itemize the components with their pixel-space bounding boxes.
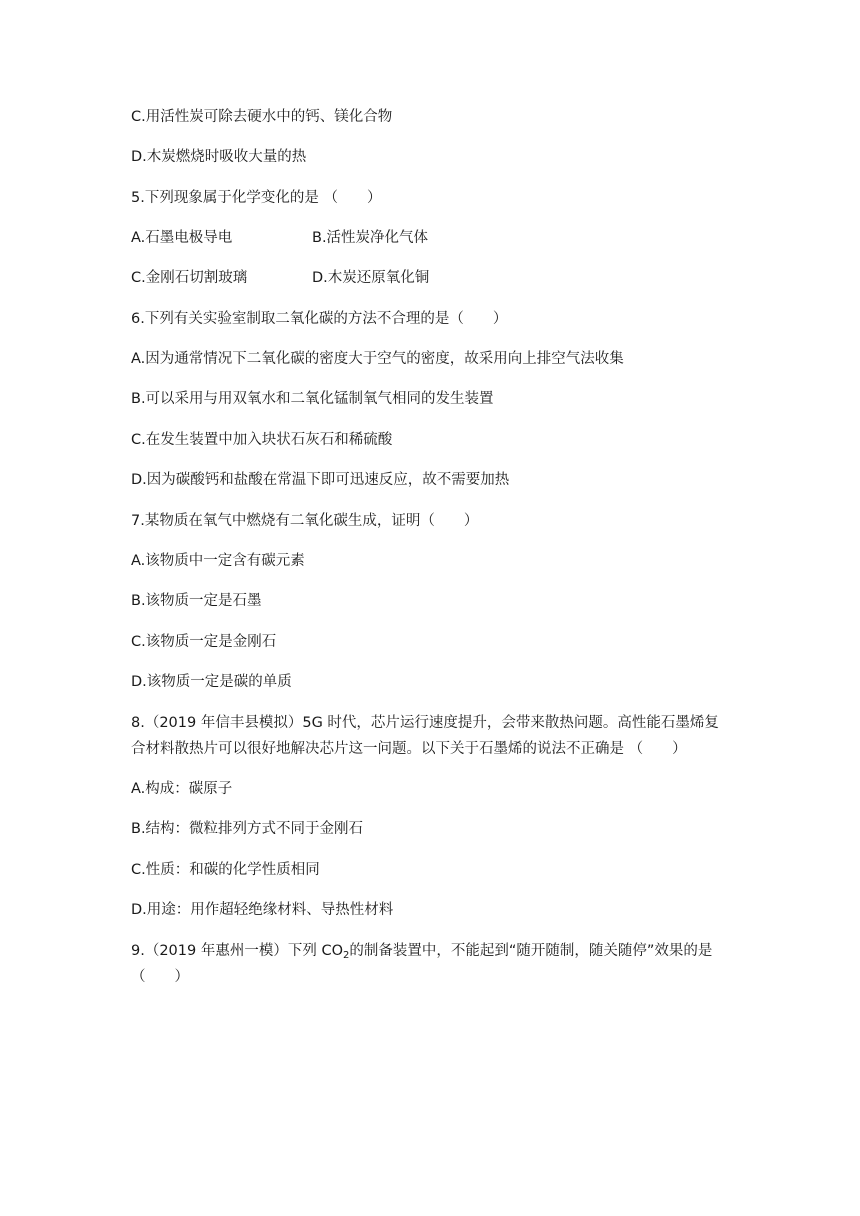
q5-option-c: C.金刚石切割玻璃 [131,270,248,286]
q7-option-d: D.该物质一定是碳的单质 [131,674,292,690]
q6-option-d: D.因为碳酸钙和盐酸在常温下即可迅速反应，故不需要加热 [131,472,510,488]
q7-stem: 7.某物质在氧气中燃烧有二氧化碳生成，证明（ ） [131,513,479,529]
q9-stem-line-2: （ ） [131,969,189,985]
q8-option-b: B.结构：微粒排列方式不同于金刚石 [131,821,364,837]
q8-stem-line-2: 合材料散热片可以很好地解决芯片这一问题。以下关于石墨烯的说法不正确是 （ ） [131,741,687,757]
q5-option-d: D.木炭还原氧化铜 [312,270,430,286]
q8-option-d: D.用途：用作超轻绝缘材料、导热性材料 [131,902,394,918]
q5-stem: 5.下列现象属于化学变化的是 （ ） [131,190,382,206]
q6-option-a: A.因为通常情况下二氧化碳的密度大于空气的密度，故采用向上排空气法收集 [131,351,624,367]
q8-option-a: A.构成：碳原子 [131,781,233,797]
q9-stem-prefix: 9.（2019 年惠州一模）下列 CO [131,943,343,959]
q6-stem: 6.下列有关实验室制取二氧化碳的方法不合理的是（ ） [131,311,508,327]
q4-option-d: D.木炭燃烧时吸收大量的热 [131,149,307,165]
q7-option-b: B.该物质一定是石墨 [131,593,262,609]
q6-option-b: B.可以采用与用双氧水和二氧化锰制氧气相同的发生装置 [131,391,494,407]
q8-option-c: C.性质：和碳的化学性质相同 [131,862,320,878]
q9-stem-line-1 [131,942,712,965]
q5-option-b: B.活性炭净化气体 [312,230,429,246]
q9-stem-suffix: 的制备装置中，不能起到“随开随制，随关随停”效果的是 [349,943,713,959]
co2-subscript: 2 [343,950,350,961]
q7-option-c: C.该物质一定是金刚石 [131,634,277,650]
q8-stem-line-1: 8.（2019 年信丰县模拟）5G 时代，芯片运行速度提升，会带来散热问题。高性能石墨烯复 [131,715,719,731]
q7-option-a: A.该物质中一定含有碳元素 [131,553,305,569]
q4-option-c: C.用活性炭可除去硬水中的钙、镁化合物 [131,109,393,125]
q5-option-a: A.石墨电极导电 [131,230,233,246]
q6-option-c: C.在发生装置中加入块状石灰石和稀硫酸 [131,432,393,448]
